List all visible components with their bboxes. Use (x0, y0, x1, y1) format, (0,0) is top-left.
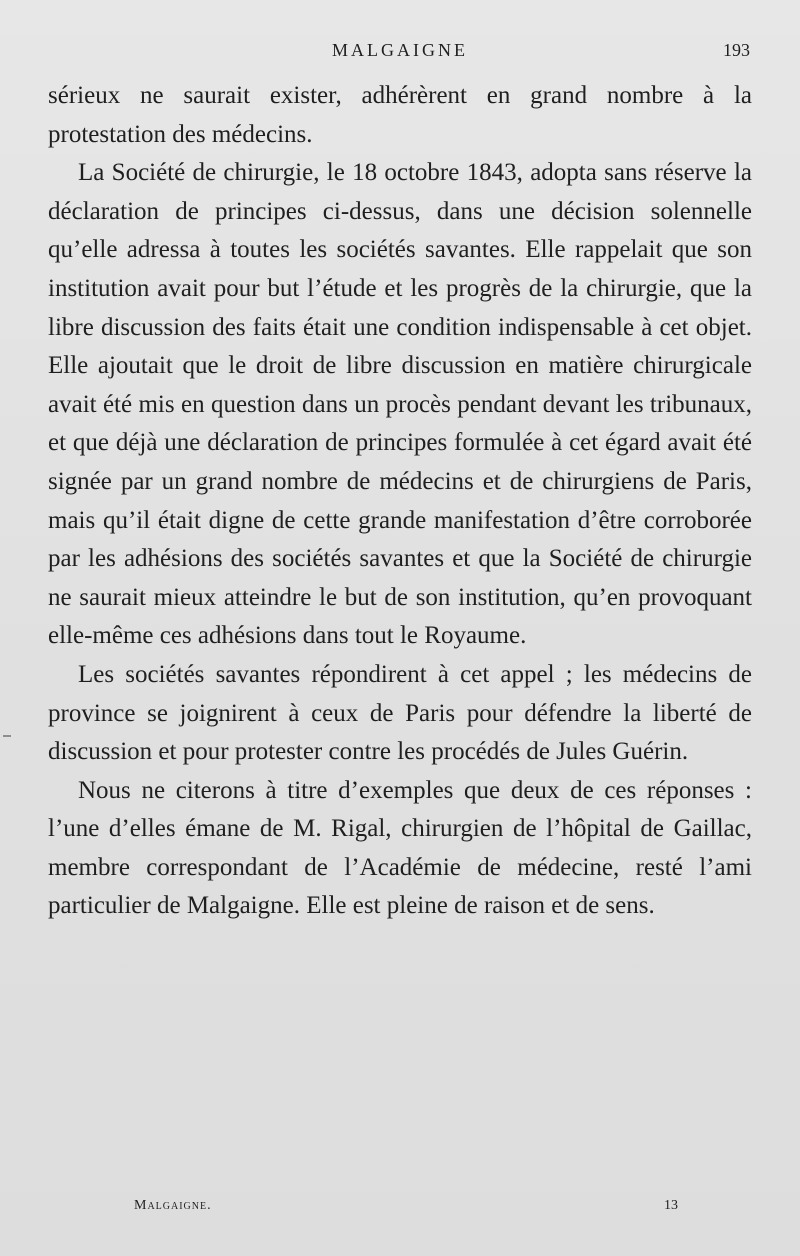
paragraph-1: sérieux ne saurait exister, adhérèrent en grand nombre à la protestation des médecins. (48, 82, 752, 148)
page-number: 193 (723, 40, 750, 60)
margin-mark (3, 735, 11, 737)
page-header (48, 34, 752, 70)
signature-number: 13 (664, 1198, 678, 1213)
paragraph-4: Nous ne citerons à titre d’exemples que deux de ces réponses : l’une d’elles émane de M. Rigal, chirurgien de l’hôpital de Gaillac, membre correspondant de l’Académie de médecine, resté l’ami particulier de Malgaigne. Elle est pleine de raison et de sens. (48, 776, 752, 920)
paragraph-3: Les sociétés savantes répondirent à cet appel ; les médecins de province se joignirent à ceux de Paris pour défendre la liberté de discussion et pour protester contre les procédés de Jules Guérin. (48, 660, 752, 766)
text-body (48, 77, 752, 926)
signature-label: Malgaigne. (134, 1198, 212, 1213)
running-title: MALGAIGNE (332, 40, 468, 60)
paragraph-2: La Société de chirurgie, le 18 octobre 1843, adopta sans réserve la déclaration de principes ci-dessus, dans une décision solennelle qu’elle adressa à toutes les sociétés savantes. Elle rappelait que son institution avait pour but l’étude et les progrès de la chirurgie, que la libre discussion des faits était une condition indispensable à cet objet. Elle ajoutait que le droit de libre discussion en matière chirurgicale avait été mis en question dans un procès pendant devant les tribunaux, et que déjà une déclaration de principes formulée à cet égard avait été signée par un grand nombre de médecins et de chirurgiens de Paris, mais qu’il était digne de cette grande manifestation d’être corroborée par les adhésions des sociétés savantes et que la Société de chirurgie ne saurait mieux atteindre le but de son institution, qu’en provoquant elle-même ces adhésions dans tout le Royaume. (48, 159, 752, 650)
page-footer (48, 1190, 752, 1214)
